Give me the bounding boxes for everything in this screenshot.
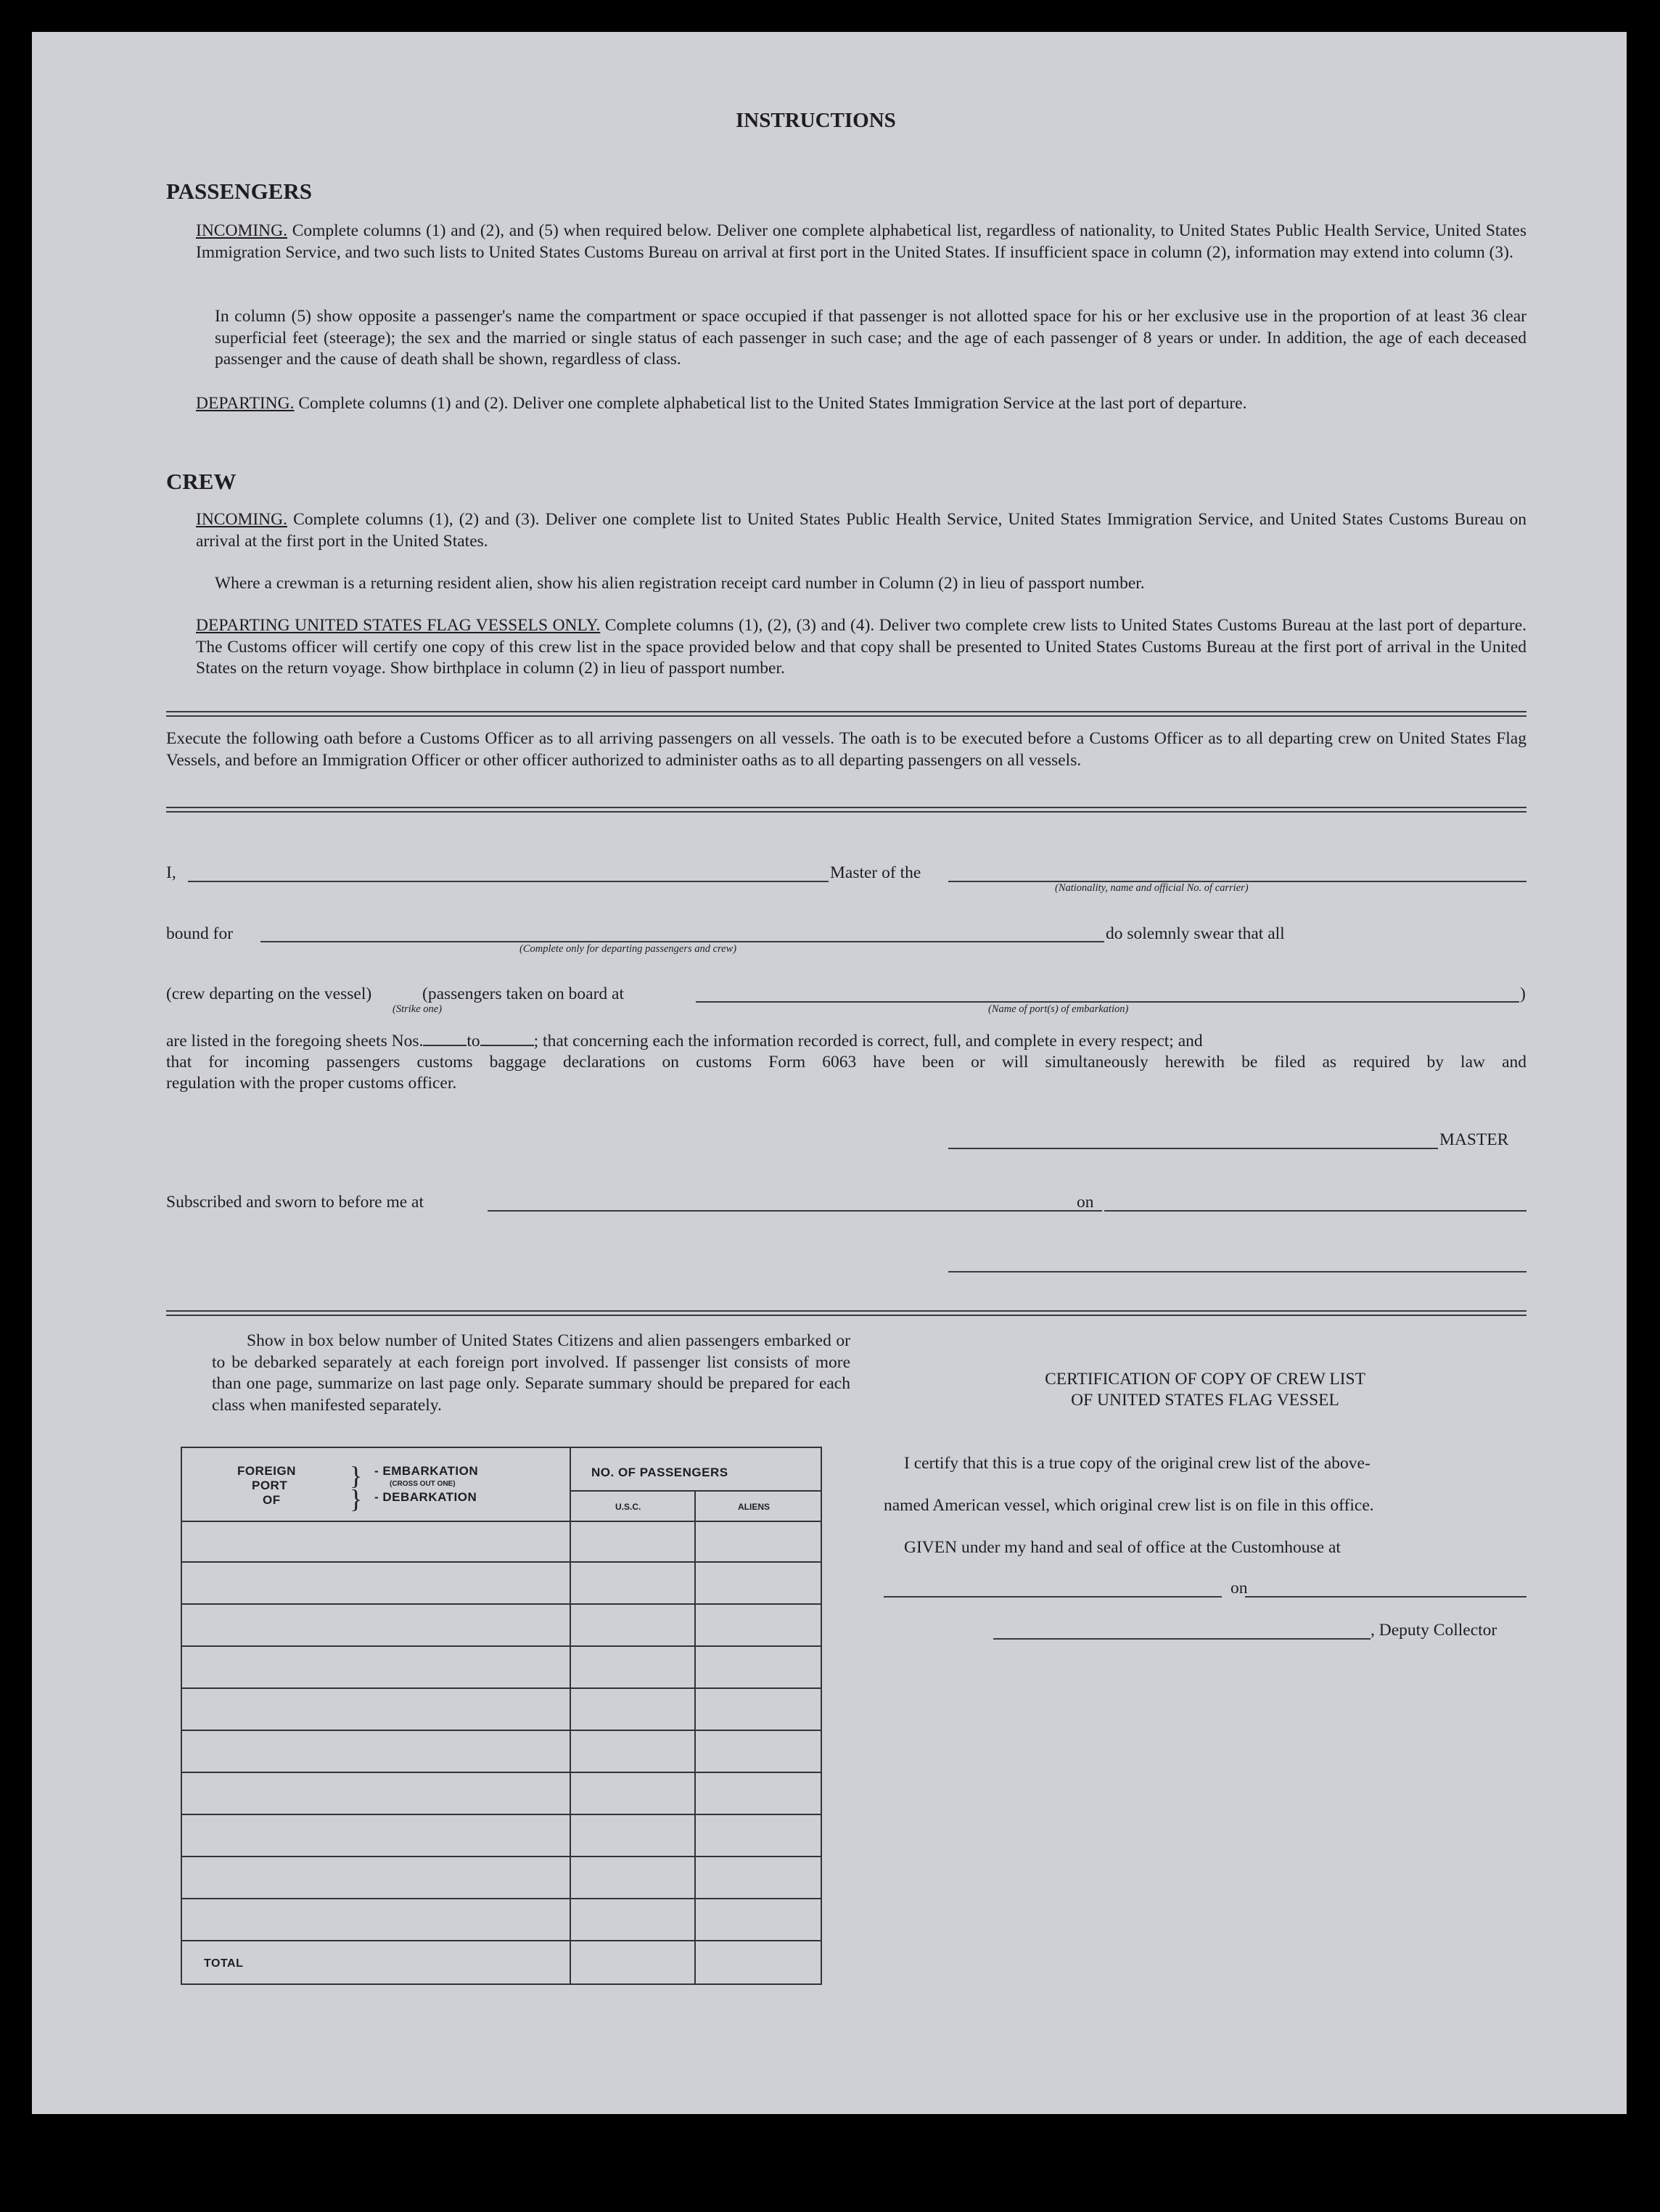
passengers-incoming-text: Complete columns (1) and (2), and (5) when required below. Deliver one complete alphabetical list, regardless of nationality, to United States Public Health Service, United States Immigration Service, and two such lists to United States Customs Bureau on arrival at first port in the United States. If insufficient space in column (2), information may extend into column (3). bbox=[196, 221, 1527, 262]
sheets-prefix: are listed in the foregoing sheets Nos. bbox=[166, 1032, 424, 1051]
table-row-rule bbox=[182, 1940, 821, 1941]
crew-incoming-label: INCOMING. bbox=[196, 510, 287, 529]
deputy-signature-field[interactable] bbox=[993, 1638, 1371, 1640]
strike-one-hint: (Strike one) bbox=[393, 1003, 443, 1015]
carrier-hint: (Nationality, name and official No. of carrier) bbox=[1055, 882, 1249, 894]
table-divider bbox=[570, 1490, 821, 1492]
section-divider bbox=[166, 1310, 1527, 1316]
of-label: OF bbox=[263, 1493, 281, 1507]
table-row-rule bbox=[182, 1687, 821, 1689]
brace-top: } bbox=[350, 1461, 363, 1490]
table-row-rule bbox=[182, 1730, 821, 1731]
certification-on-label: on bbox=[1230, 1579, 1248, 1598]
sheet-to-field[interactable] bbox=[480, 1045, 534, 1046]
certification-title-1: CERTIFICATION OF COPY OF CREW LIST bbox=[1045, 1370, 1365, 1389]
passengers-departing-label: DEPARTING. bbox=[196, 394, 295, 413]
sheets-to-label: to bbox=[467, 1032, 480, 1051]
subscribed-label: Subscribed and sworn to before me at bbox=[166, 1193, 424, 1212]
cross-out-label: (CROSS OUT ONE) bbox=[390, 1480, 456, 1488]
certification-date-field[interactable] bbox=[1245, 1596, 1527, 1598]
sworn-place-field[interactable] bbox=[488, 1210, 1102, 1212]
brace-bottom: } bbox=[350, 1484, 363, 1513]
crew-incoming-text: Complete columns (1), (2) and (3). Deliver one complete list to United States Public Health Service, United States Immigration Service, and United States Customs Bureau on arrival at the first port in the United States. bbox=[196, 510, 1527, 551]
total-label: TOTAL bbox=[204, 1957, 244, 1970]
passenger-summary-table bbox=[181, 1447, 822, 1985]
no-of-passengers-label: NO. OF PASSENGERS bbox=[591, 1465, 728, 1479]
passengers-taken-option: (passengers taken on board at bbox=[422, 984, 624, 1003]
close-paren: ) bbox=[1520, 984, 1526, 1003]
table-row-rule bbox=[182, 1645, 821, 1647]
sheets-line-3: regulation with the proper customs officer. bbox=[166, 1074, 457, 1093]
table-row-rule bbox=[182, 1561, 821, 1563]
embarkation-label: - EMBARKATION bbox=[374, 1464, 479, 1478]
certification-title-2: OF UNITED STATES FLAG VESSEL bbox=[1071, 1391, 1339, 1410]
usc-column-header: U.S.C. bbox=[615, 1502, 641, 1512]
embarkation-hint: (Name of port(s) of embarkation) bbox=[988, 1003, 1129, 1015]
certify-line-1: I certify that this is a true copy of the original crew list of the above- bbox=[904, 1454, 1371, 1473]
passengers-incoming-paragraph bbox=[196, 221, 1527, 263]
sworn-date-field[interactable] bbox=[1104, 1210, 1527, 1212]
oath-instructions: Execute the following oath before a Customs Officer as to all arriving passengers on all vessels. The oath is to be executed before a Customs Officer as to all departing crew on United States Flag Vessels, and before an Immigration Officer or other officer authorized to administer oaths as to all departing passengers on all vessels. bbox=[166, 729, 1527, 770]
table-header-rule bbox=[182, 1521, 821, 1522]
master-name-field[interactable] bbox=[188, 881, 859, 882]
section-divider bbox=[166, 807, 1527, 813]
bound-for-field[interactable] bbox=[260, 941, 1126, 942]
master-signature-label: MASTER bbox=[1439, 1130, 1509, 1149]
swear-label: do solemnly swear that all bbox=[1106, 924, 1285, 943]
passengers-column5-paragraph: In column (5) show opposite a passenger's name the compartment or space occupied if that passenger is not allotted space for his or her exclusive use in the proportion of at least 36 clear superficial feet (steerage); the sex and the married or single status of each passenger in such case; and the age of each passenger of 8 years or under. In addition, the age of each deceased passenger and the cause of death shall be shown, regardless of class. bbox=[215, 307, 1527, 369]
master-signature-field[interactable] bbox=[948, 1148, 1438, 1149]
customhouse-field[interactable] bbox=[884, 1596, 1222, 1598]
crew-departing-text: Complete columns (1), (2), (3) and (4). Deliver two complete crew lists to United States Customs Bureau at the last port of departure. The Customs officer will certify one copy of this crew list in the space provided below and that copy shall be presented to United States Customs Bureau at the first port of arrival in the United States on the return voyage. Show birthplace in column (2) in lieu of passport number. bbox=[196, 616, 1527, 678]
table-row-rule bbox=[182, 1898, 821, 1899]
certify-line-2: named American vessel, which original crew list is on file in this office. bbox=[884, 1496, 1374, 1515]
passengers-incoming-label: INCOMING. bbox=[196, 221, 287, 240]
port-label: PORT bbox=[252, 1479, 288, 1492]
debarkation-label: - DEBARKATION bbox=[374, 1490, 477, 1504]
crew-departing-label: DEPARTING UNITED STATES FLAG VESSELS ONLY. bbox=[196, 616, 601, 635]
foreign-label: FOREIGN bbox=[237, 1464, 296, 1478]
embarkation-port-field[interactable] bbox=[696, 1001, 1519, 1003]
sheets-line bbox=[166, 1032, 1203, 1051]
sheets-line-2: that for incoming passengers customs baggage declarations on customs Form 6063 have been or will simultaneously herewith be filed as required by law and bbox=[166, 1053, 1527, 1072]
table-divider bbox=[570, 1448, 571, 1983]
sheet-from-field[interactable] bbox=[423, 1045, 467, 1046]
deputy-collector-label: , Deputy Collector bbox=[1371, 1621, 1497, 1640]
officer-signature-field[interactable] bbox=[948, 1271, 1527, 1272]
table-row-rule bbox=[182, 1772, 821, 1773]
instructions-title: INSTRUCTIONS bbox=[736, 109, 896, 132]
section-divider bbox=[166, 711, 1527, 717]
table-row-rule bbox=[182, 1856, 821, 1857]
sheets-rest: ; that concerning each the information recorded is correct, full, and complete in every respect; and bbox=[533, 1032, 1203, 1051]
crew-incoming-paragraph bbox=[196, 509, 1527, 552]
table-row-rule bbox=[182, 1603, 821, 1605]
bound-for-label: bound for bbox=[166, 924, 234, 943]
master-of-label: Master of the bbox=[830, 863, 921, 882]
bound-for-hint: (Complete only for departing passengers and crew) bbox=[519, 943, 737, 955]
table-divider bbox=[694, 1490, 696, 1983]
aliens-column-header: ALIENS bbox=[738, 1502, 771, 1512]
table-row-rule bbox=[182, 1814, 821, 1815]
crew-heading: CREW bbox=[166, 469, 237, 494]
sworn-on-label: on bbox=[1077, 1193, 1094, 1212]
document-page bbox=[32, 32, 1627, 2114]
summary-instructions: Show in box below number of United States Citizens and alien passengers embarked or to be debarked separately at each foreign port involved. If passenger list consists of more than one page, summarize on last page only. Separate summary should be prepared for each class when manifested separately. bbox=[212, 1331, 850, 1415]
crew-departing-paragraph bbox=[196, 615, 1527, 680]
given-line: GIVEN under my hand and seal of office at the Customhouse at bbox=[904, 1538, 1341, 1557]
crew-resident-alien-paragraph: Where a crewman is a returning resident alien, show his alien registration receipt card number in Column (2) in lieu of passport number. bbox=[215, 574, 1145, 593]
oath-i-label: I, bbox=[166, 863, 176, 882]
passengers-departing-paragraph bbox=[196, 393, 1527, 415]
passengers-departing-text: Complete columns (1) and (2). Deliver one complete alphabetical list to the United States Immigration Service at the last port of departure. bbox=[298, 394, 1247, 413]
passengers-heading: PASSENGERS bbox=[166, 178, 312, 204]
crew-departing-option: (crew departing on the vessel) bbox=[166, 984, 372, 1003]
